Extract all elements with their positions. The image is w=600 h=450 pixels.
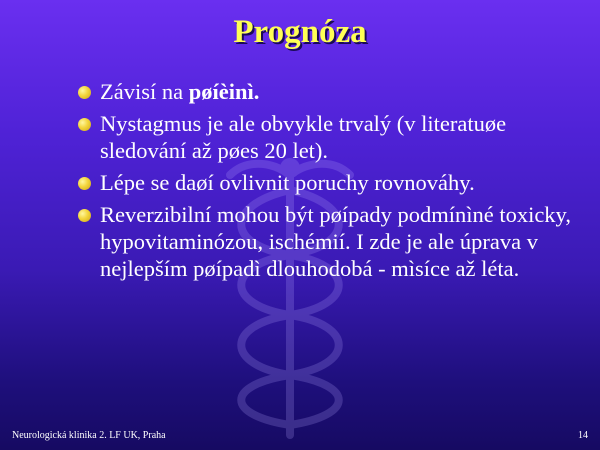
bullet-4-text: Reverzibilní mohou být pøípady podmínìné toxicky, hypovitaminózou, ischémií. I zde je ale úprava v nejlepším pøípadì dlouhodobá - mìsíce až léta. [100, 202, 571, 281]
bullet-1-bold-text: pøíèinì. [188, 79, 260, 104]
page-number: 14 [578, 430, 588, 441]
bullet-dot-icon [78, 118, 91, 131]
footer-institution: Neurologická klinika 2. LF UK, Praha [12, 430, 166, 441]
bullet-item-4 [78, 201, 578, 282]
bullet-item-2 [78, 110, 578, 164]
bullet-dot-icon [78, 209, 91, 222]
bullet-2-text: Nystagmus je ale obvykle trvalý (v literatuøe sledování až pøes 20 let). [100, 111, 507, 163]
slide-title: Prognóza [233, 14, 367, 50]
bullet-item-1 [78, 78, 578, 105]
bullet-dot-icon [78, 177, 91, 190]
bullet-list [78, 78, 578, 287]
bullet-3-text: Lépe se daøí ovlivnit poruchy rovnováhy. [100, 170, 475, 195]
bullet-dot-icon [78, 86, 91, 99]
bullet-item-3 [78, 169, 578, 196]
bullet-1-text: Závisí na [100, 79, 189, 104]
